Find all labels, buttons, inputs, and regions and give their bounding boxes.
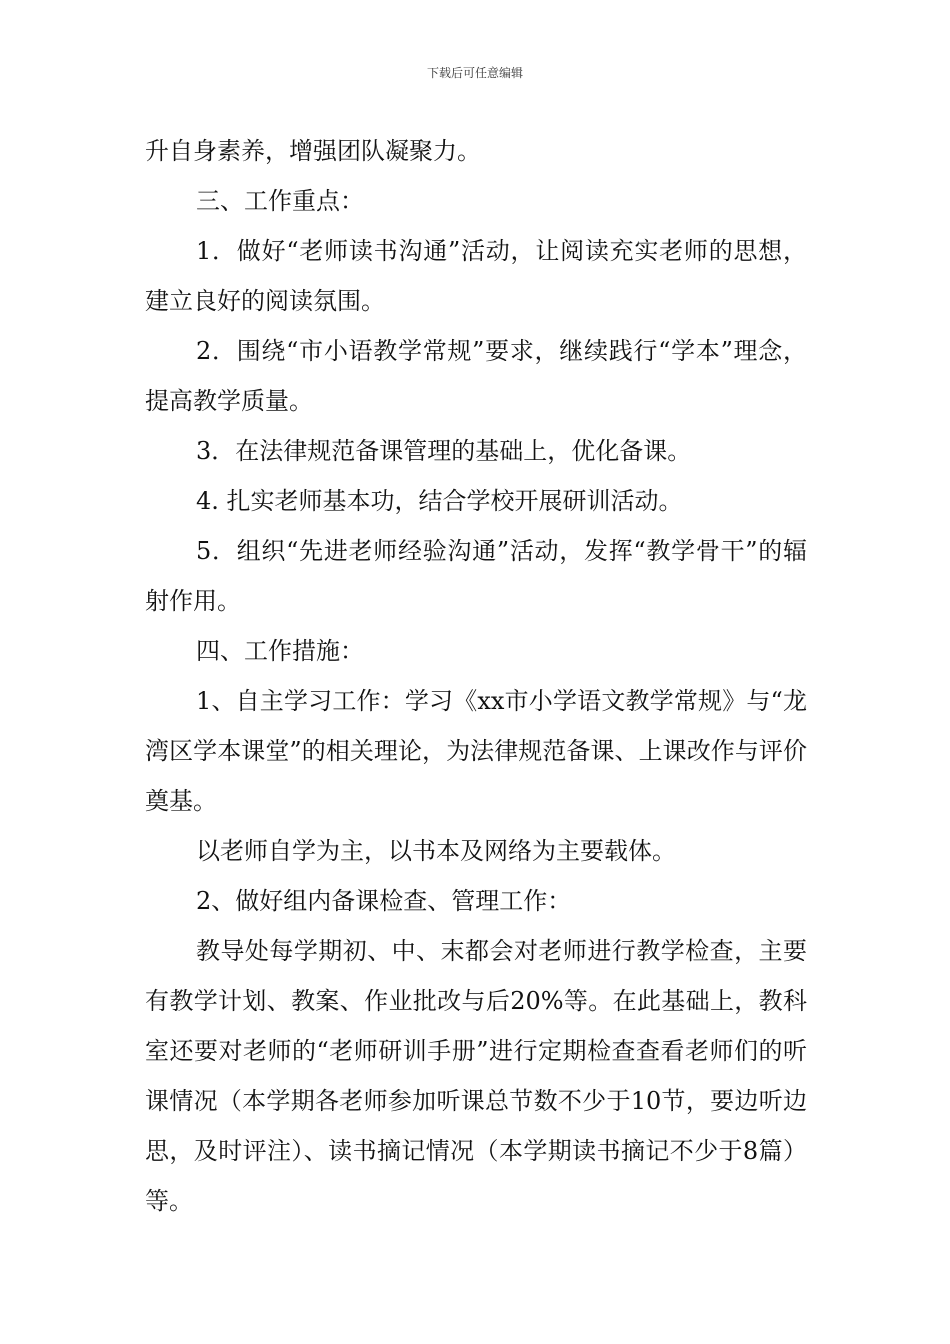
measure-item-1-note: 以老师自学为主，以书本及网络为主要载体。	[196, 837, 676, 865]
section-heading-work-measures: 四、工作措施：	[196, 637, 364, 665]
focus-item-1: 1．做好“老师读书沟通”活动，让阅读充实老师的思想，建立良好的阅读氛围。	[145, 237, 807, 315]
focus-item-5: 5．组织“先进老师经验沟通”活动，发挥“教学骨干”的辐射作用。	[145, 537, 807, 615]
section-heading-work-focus: 三、工作重点：	[196, 187, 364, 215]
page-header: 下载后可任意编辑	[426, 66, 523, 80]
document-body	[145, 126, 807, 1226]
measure-item-2: 2、做好组内备课检查、管理工作：	[196, 887, 572, 915]
measure-item-2-detail: 教导处每学期初、中、末都会对老师进行教学检查，主要有教学计划、教案、作业批改与后20%等。在此基础上，教科室还要对老师的“老师研训手册”进行定期检查查看老师们的听课情况（本学期各老师参加听课总节数不少于10节，要边听边思，及时评注）、读书摘记情况（本学期读书摘记不少于8篇）等。	[145, 937, 807, 1215]
focus-item-2: 2．围绕“市小语教学常规”要求，继续践行“学本”理念，提高教学质量。	[145, 337, 807, 415]
focus-item-4: 4. 扎实老师基本功，结合学校开展研训活动。	[196, 487, 683, 515]
paragraph-continuation: 升自身素养，增强团队凝聚力。	[145, 137, 481, 165]
focus-item-3: 3．在法律规范备课管理的基础上，优化备课。	[196, 437, 692, 465]
measure-item-1: 1、自主学习工作：学习《xx市小学语文教学常规》与“龙湾区学本课堂”的相关理论，为法律规范备课、上课改作与评价奠基。	[145, 687, 807, 815]
